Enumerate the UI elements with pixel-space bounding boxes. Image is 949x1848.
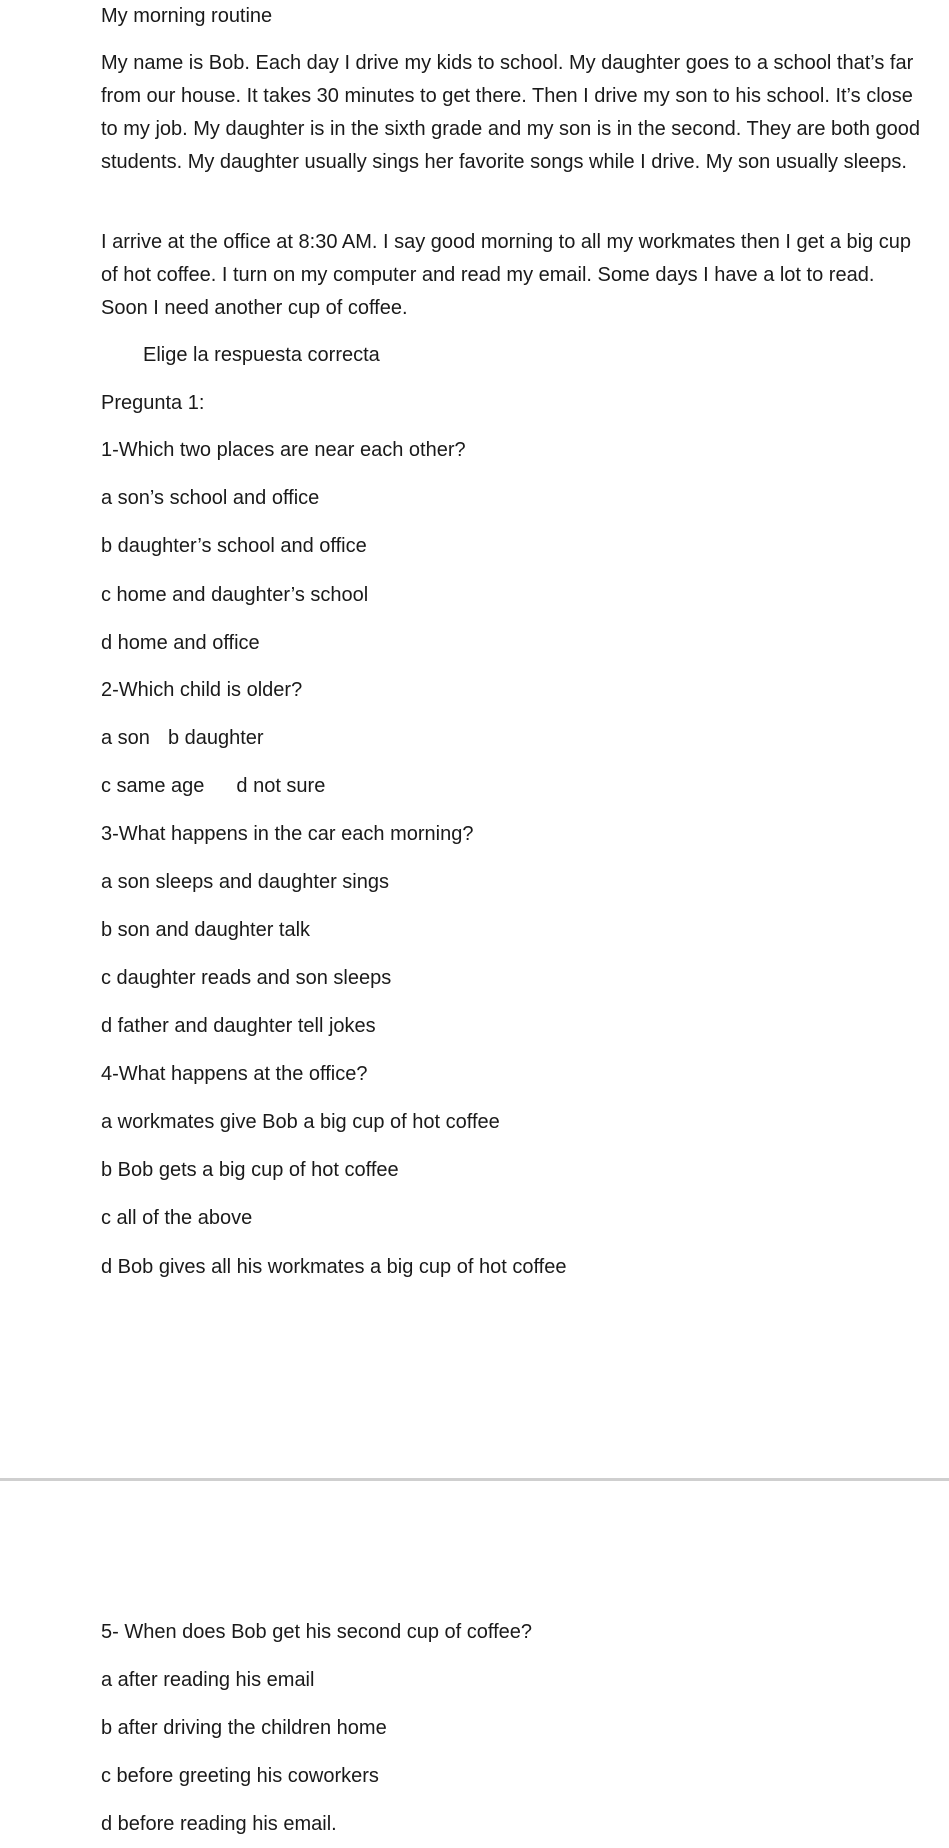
question-1-option-d: d home and office [101, 632, 260, 654]
question-5-option-a: a after reading his email [101, 1669, 315, 1691]
question-5-option-d: d before reading his email. [101, 1813, 337, 1835]
document-page-2 [0, 1481, 949, 1848]
question-2-options-row-2 [101, 774, 325, 798]
question-1-text: 1-Which two places are near each other? [101, 439, 466, 461]
question-3-option-d: d father and daughter tell jokes [101, 1015, 376, 1037]
question-2-option-a: a son [101, 727, 150, 749]
question-3-option-c: c daughter reads and son sleeps [101, 967, 392, 989]
story-paragraph-2-text: I arrive at the office at 8:30 AM. I say good morning to all my workmates then I get a big cup of hot coffee. I turn on my computer and read my email. Some days I have a lot to read. Soon I need another cup of coffee. [101, 231, 912, 319]
section-label: Pregunta 1: [101, 392, 205, 414]
question-2-option-b: b daughter [167, 727, 264, 749]
question-4-option-d: d Bob gives all his workmates a big cup of hot coffee [101, 1256, 567, 1278]
story-paragraph-2 [101, 226, 921, 325]
question-5-option-b: b after driving the children home [101, 1717, 387, 1739]
document-title: My morning routine [101, 5, 273, 27]
question-5-option-c: c before greeting his coworkers [101, 1765, 379, 1787]
question-2-option-c: c same age [101, 775, 205, 797]
question-2-option-d: d not sure [236, 775, 326, 797]
question-4-text: 4-What happens at the office? [101, 1063, 368, 1085]
question-1-option-b: b daughter’s school and office [101, 535, 367, 557]
question-2-options-row-1 [101, 726, 264, 750]
question-5-text: 5- When does Bob get his second cup of coffee? [101, 1621, 533, 1643]
question-4-option-a: a workmates give Bob a big cup of hot coffee [101, 1111, 500, 1133]
instruction-text: Elige la respuesta correcta [143, 344, 380, 366]
question-2-text: 2-Which child is older? [101, 679, 303, 701]
question-3-text: 3-What happens in the car each morning? [101, 823, 474, 845]
question-4-option-b: b Bob gets a big cup of hot coffee [101, 1159, 399, 1181]
story-paragraph-1 [101, 47, 921, 179]
question-1-option-c: c home and daughter’s school [101, 584, 369, 606]
question-3-option-b: b son and daughter talk [101, 919, 311, 941]
question-1-option-a: a son’s school and office [101, 487, 320, 509]
question-3-option-a: a son sleeps and daughter sings [101, 871, 389, 893]
story-paragraph-1-text: My name is Bob. Each day I drive my kids to school. My daughter goes to a school that’s far from our house. It takes 30 minutes to get there. Then I drive my son to his school. It’s close to my job. My daughter is in the sixth grade and my son is in the second. They are both good students. My daughter usually sings her favorite songs while I drive. My son usually sleeps. [101, 52, 920, 173]
question-4-option-c: c all of the above [101, 1207, 253, 1229]
